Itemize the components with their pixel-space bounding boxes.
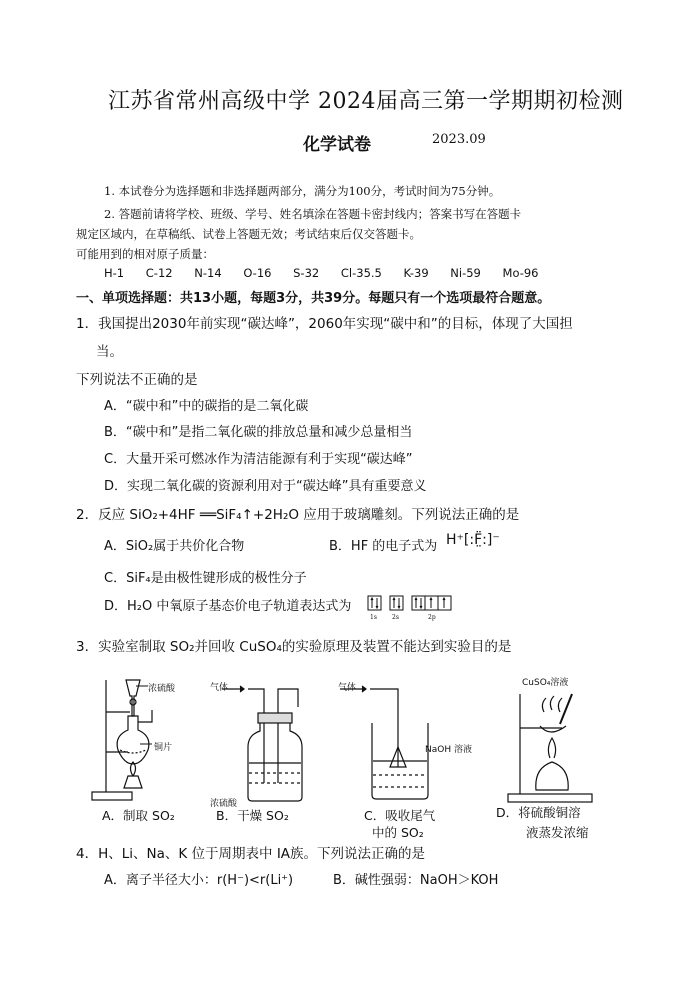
mass-ni: Ni-59 [450,266,481,280]
q2-option-d: D．H₂O 中氧原子基态价电子轨道表达式为 [104,599,352,614]
exam-date: 2023.09 [432,132,486,147]
label-gas-c: 气体 [338,683,357,693]
q4-stem: 4．H、Li、Na、K 位于周期表中 IA族。下列说法正确的是 [76,846,426,862]
label-naoh-solution: NaOH 溶液 [425,745,472,755]
q1-option-a: A．“碳中和”中的碳指的是二氧化碳 [104,399,309,414]
hf-electron-formula: H⁺[:F̤̈:]⁻ [446,532,500,548]
q2-option-b: B．HF 的电子式为 [329,539,438,554]
q3-stem: 3．实验室制取 SO₂并回收 CuSO₄的实验原理及装置不能达到实验目的是 [76,639,512,655]
q2-stem: 2．反应 SiO₂+4HF ══SiF₄↑+2H₂O 应用于玻璃雕刻。下列说法正确的是 [76,507,520,523]
q2-option-c: C．SiF₄是由极性键形成的极性分子 [104,571,307,586]
exam-title: 江苏省常州高级中学 2024届高三第一学期期初检测 [108,89,624,114]
label-cuso4-solution: CuSO₄溶液 [522,678,569,688]
note-1: 1. 本试卷分为选择题和非选择题两部分，满分为100分，考试时间为75分钟。 [104,184,501,198]
caption-d-line2: 液蒸发浓缩 [526,825,589,840]
q1-prompt: 下列说法不正确的是 [76,372,198,388]
caption-a: A．制取 SO₂ [102,808,175,823]
svg-text:2s: 2s [392,614,399,621]
atomic-mass-list [104,266,557,280]
atomic-mass-label: 可能用到的相对原子质量： [76,247,214,261]
mass-h: H-1 [104,266,125,280]
mass-n: N-14 [194,266,222,280]
mass-cl: Cl-35.5 [340,266,382,280]
label-copper: 铜片 [154,743,173,753]
mass-k: K-39 [403,266,429,280]
caption-b: B．干燥 SO₂ [216,808,289,823]
q1-stem-line1: 1．我国提出2030年前实现“碳达峰”，2060年实现“碳中和”的目标，体现了大国担 [76,316,573,332]
q1-stem-line2: 当。 [96,344,123,360]
svg-text:2p: 2p [428,614,436,621]
label-conc-h2so4-b: 浓硫酸 [210,799,238,809]
note-2-cont: 规定区域内，在草稿纸、试卷上答题无效；考试结束后仅交答题卡。 [76,227,421,241]
caption-c-line2: 中的 SO₂ [372,825,424,840]
q4-option-b: B．碱性强弱：NaOH＞KOH [333,873,499,888]
q1-option-d: D．实现二氧化碳的资源利用对于“碳达峰”具有重要意义 [104,479,427,494]
caption-d-line1: D．将硫酸铜溶 [496,805,581,820]
caption-c-line1: C．吸收尾气 [364,808,436,823]
section-title: 一、单项选择题：共13小题，每题3分，共39分。每题只有一个选项最符合题意。 [76,291,551,306]
mass-s: S-32 [293,266,320,280]
apparatus-b-drying-bottle [218,683,328,805]
mass-c: C-12 [145,266,173,280]
q1-option-b: B．“碳中和”是指二氧化碳的排放总量和减少总量相当 [104,425,413,440]
svg-text:1s: 1s [370,614,377,621]
mass-o: O-16 [243,266,272,280]
label-gas-b: 气体 [210,683,229,693]
q1-option-c: C．大量开采可燃冰作为清洁能源有利于实现“碳达峰” [104,452,413,467]
label-conc-h2so4-a: 浓硫酸 [148,684,176,694]
q2-option-a: A．SiO₂属于共价化合物 [104,539,245,554]
apparatus-d-evaporation [506,672,606,804]
mass-mo: Mo-96 [502,266,539,280]
q4-option-a: A．离子半径大小：r(H⁻)<r(Li⁺) [104,873,294,888]
note-2: 2. 答题前请将学校、班级、学号、姓名填涂在答题卡密封线内；答案书写在答题卡 [104,207,522,221]
orbital-diagram [368,594,450,620]
exam-subtitle: 化学试卷 [303,135,371,155]
